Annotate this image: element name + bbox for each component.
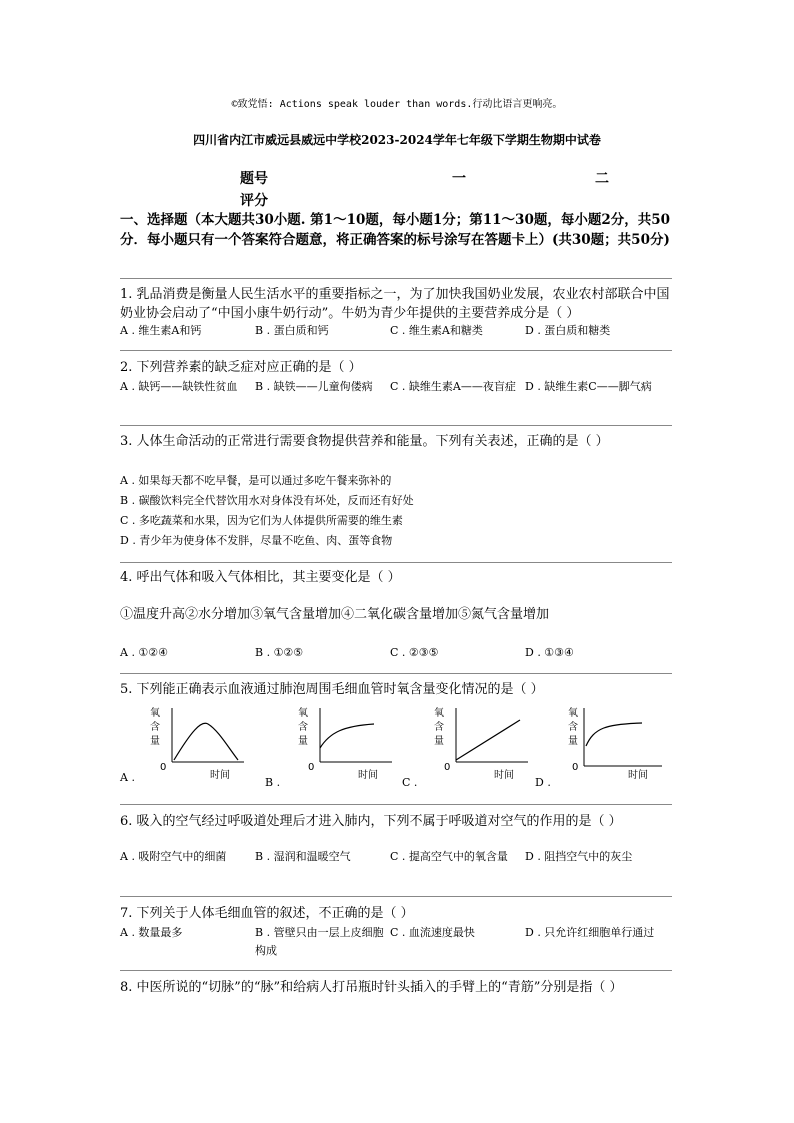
y-label-3: 量 bbox=[150, 736, 160, 747]
section-heading: 一、选择题（本大题共30小题. 第1～10题，每小题1分；第11～30题，每小题2分，共50分．每小题只有一个答案符合题意，将正确答案的标号涂写在答题卡上）(共30题；共50分) bbox=[120, 212, 671, 248]
divider bbox=[120, 804, 672, 805]
score-row-label-score: 评分 bbox=[240, 193, 268, 209]
option-b[interactable]: B . 蛋白质和钙 bbox=[255, 324, 329, 337]
divider bbox=[120, 562, 672, 563]
option-a[interactable]: A . 缺钙——缺铁性贫血 bbox=[120, 380, 238, 393]
score-row-label-number: 题号 bbox=[240, 171, 268, 187]
option-b[interactable]: B . 碳酸饮料完全代替饮用水对身体没有坏处，反而还有好处 bbox=[120, 494, 414, 507]
curve-c bbox=[456, 720, 520, 760]
exam-title: 四川省内江市威远县威远中学校2023-2024学年七年级下学期生物期中试卷 bbox=[193, 133, 601, 147]
score-col-2: 二 bbox=[595, 171, 609, 187]
divider bbox=[120, 896, 672, 897]
question-2-stem: 2. 下列营养素的缺乏症对应正确的是（ ） bbox=[120, 360, 362, 375]
option-d[interactable]: D . 青少年为使身体不发胖，尽量不吃鱼、肉、蛋等食物 bbox=[120, 534, 393, 547]
option-c[interactable]: C . 维生素A和糖类 bbox=[390, 324, 483, 337]
question-2-options bbox=[120, 378, 680, 396]
svg-text:0: 0 bbox=[308, 762, 315, 773]
curve-a bbox=[174, 723, 238, 760]
question-7-options bbox=[120, 924, 680, 960]
svg-text:0: 0 bbox=[444, 762, 451, 773]
question-5-stem: 5. 下列能正确表示血液通过肺泡周围毛细血管时氧含量变化情况的是（ ） bbox=[120, 682, 544, 697]
question-7-stem: 7. 下列关于人体毛细血管的叙述，不正确的是（ ） bbox=[120, 906, 414, 921]
graph-d bbox=[564, 702, 664, 782]
y-label-2: 含 bbox=[150, 722, 160, 733]
option-c[interactable]: C . ②③⑤ bbox=[390, 646, 439, 659]
option-d[interactable]: D . 只允许红细胞单行通过 bbox=[525, 926, 655, 939]
svg-text:氧: 氧 bbox=[568, 708, 578, 719]
option-b[interactable]: B . 缺铁——儿童佝偻病 bbox=[255, 380, 373, 393]
svg-text:含: 含 bbox=[434, 722, 444, 733]
option-d[interactable]: D . 阻挡空气中的灰尘 bbox=[525, 850, 633, 863]
svg-text:时间: 时间 bbox=[494, 770, 514, 781]
svg-text:氧: 氧 bbox=[434, 708, 444, 719]
option-d[interactable]: D . 缺维生素C——脚气病 bbox=[525, 380, 652, 393]
option-c[interactable]: C . 血流速度最快 bbox=[390, 926, 475, 939]
option-b[interactable]: B . 湿润和温暖空气 bbox=[255, 850, 351, 863]
divider bbox=[120, 425, 672, 426]
svg-text:量: 量 bbox=[568, 736, 578, 747]
svg-text:含: 含 bbox=[568, 722, 578, 733]
option-c[interactable]: C . 提高空气中的氧含量 bbox=[390, 850, 508, 863]
option-c[interactable]: C . 缺维生素A——夜盲症 bbox=[390, 380, 516, 393]
question-3-stem: 3. 人体生命活动的正常进行需要食物提供营养和能量。下列有关表述，正确的是（ ） bbox=[120, 434, 609, 449]
option-b[interactable]: B . ①②⑤ bbox=[255, 646, 304, 659]
question-6-stem: 6. 吸入的空气经过呼吸道处理后才进入肺内，下列不属于呼吸道对空气的作用的是（ ） bbox=[120, 814, 622, 829]
svg-text:氧: 氧 bbox=[298, 708, 308, 719]
divider bbox=[120, 970, 672, 971]
divider bbox=[120, 673, 672, 674]
option-d[interactable]: D . ①③④ bbox=[525, 646, 574, 659]
option-b[interactable]: B . 管壁只由一层上皮细胞构成 bbox=[255, 926, 384, 957]
svg-text:时间: 时间 bbox=[628, 770, 648, 781]
motto: ©致党悟: Actions speak louder than words.行动比语言更响亮。 bbox=[231, 99, 563, 110]
divider bbox=[120, 350, 672, 351]
svg-text:含: 含 bbox=[298, 722, 308, 733]
graph-c bbox=[430, 702, 530, 782]
option-d[interactable]: D . 蛋白质和糖类 bbox=[525, 324, 611, 337]
question-4-conditions: ①温度升高②水分增加③氧气含量增加④二氧化碳含量增加⑤氮气含量增加 bbox=[120, 607, 550, 622]
option-a[interactable]: A . bbox=[120, 771, 135, 784]
option-a[interactable]: A . 维生素A和钙 bbox=[120, 324, 202, 337]
question-6-options bbox=[120, 848, 680, 866]
svg-text:量: 量 bbox=[434, 736, 444, 747]
option-c[interactable]: C . bbox=[402, 776, 418, 789]
curve-d bbox=[586, 723, 642, 746]
question-1-stem: 1. 乳品消费是衡量人民生活水平的重要指标之一，为了加快我国奶业发展，农业农村部联合中国奶业协会启动了“中国小康牛奶行动”。牛奶为青少年提供的主要营养成分是（ ） bbox=[120, 287, 670, 321]
graph-b bbox=[294, 702, 394, 782]
option-a[interactable]: A . 如果每天都不吃早餐，是可以通过多吃午餐来弥补的 bbox=[120, 474, 392, 487]
origin-label: 0 bbox=[160, 762, 167, 773]
option-d[interactable]: D . bbox=[535, 776, 551, 789]
option-a[interactable]: A . ①②④ bbox=[120, 646, 169, 659]
question-4-stem: 4. 呼出气体和吸入气体相比，其主要变化是（ ） bbox=[120, 570, 401, 585]
graph-a bbox=[146, 702, 246, 782]
question-1-options bbox=[120, 322, 680, 340]
svg-text:时间: 时间 bbox=[358, 770, 378, 781]
curve-b bbox=[320, 724, 374, 748]
question-8-stem: 8. 中医所说的“切脉”的“脉”和给病人打吊瓶时针头插入的手臂上的“青筋”分别是指（ ） bbox=[120, 980, 623, 995]
svg-text:0: 0 bbox=[572, 762, 579, 773]
y-label-1: 氧 bbox=[150, 708, 160, 719]
svg-text:量: 量 bbox=[298, 736, 308, 747]
option-a[interactable]: A . 吸附空气中的细菌 bbox=[120, 850, 227, 863]
x-label: 时间 bbox=[210, 770, 230, 781]
option-c[interactable]: C . 多吃蔬菜和水果，因为它们为人体提供所需要的维生素 bbox=[120, 514, 403, 527]
option-b[interactable]: B . bbox=[265, 776, 281, 789]
option-a[interactable]: A . 数量最多 bbox=[120, 926, 183, 939]
question-4-options bbox=[120, 644, 680, 662]
score-col-1: 一 bbox=[452, 171, 466, 187]
divider bbox=[120, 278, 672, 279]
